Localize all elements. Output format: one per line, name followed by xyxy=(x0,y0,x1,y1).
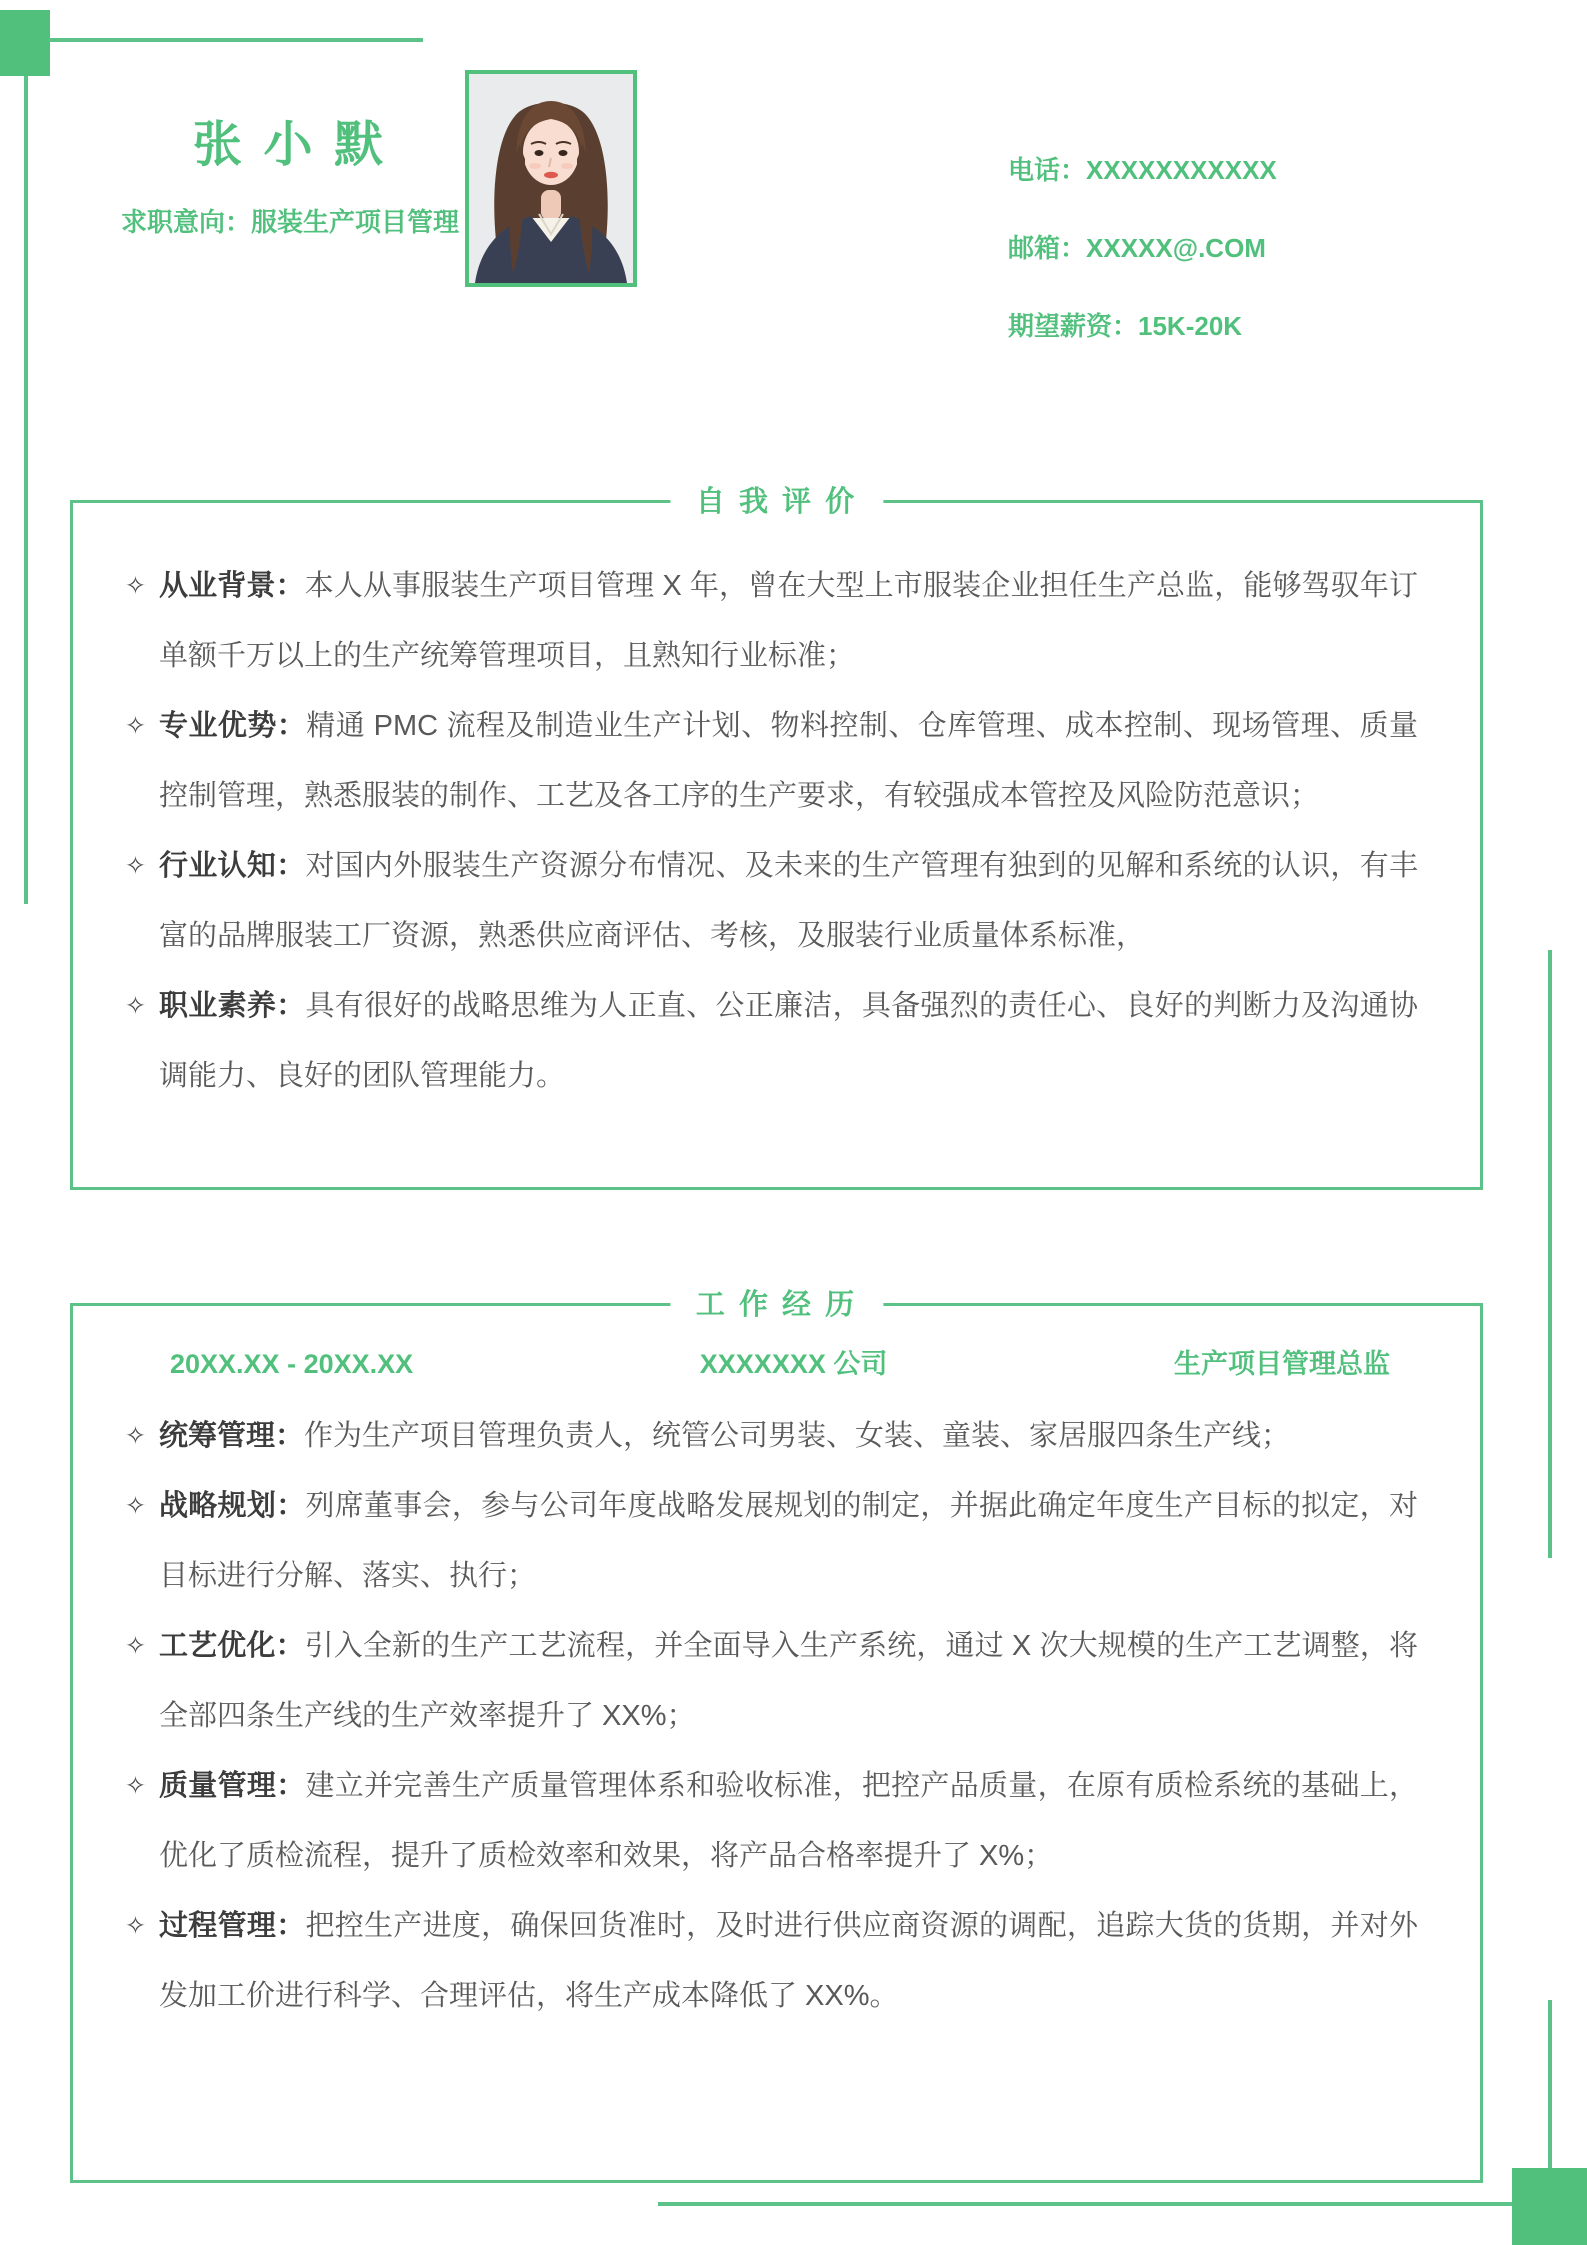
list-item-text: 工艺优化：引入全新的生产工艺流程，并全面导入生产系统，通过 X 次大规模的生产工艺调整，将全部四条生产线的生产效率提升了 XX%； xyxy=(159,1630,1418,1732)
star-bullet-icon: ✧ xyxy=(125,712,146,740)
top-horizontal-line xyxy=(49,38,423,42)
job-position: 生产项目管理总监 xyxy=(1174,1349,1390,1379)
profile-photo-illustration xyxy=(469,74,633,283)
contact-salary xyxy=(1008,310,1277,343)
bottom-horizontal-line xyxy=(658,2202,1512,2206)
list-item xyxy=(125,971,1418,1111)
list-item xyxy=(125,1471,1418,1611)
section-self-evaluation xyxy=(70,486,1483,1190)
salary-value: 15K-20K xyxy=(1138,311,1243,341)
list-item xyxy=(125,1611,1418,1751)
phone-label: 电话： xyxy=(1008,155,1087,185)
email-label: 邮箱： xyxy=(1008,233,1087,263)
section-title-self-evaluation: 自 我 评 价 xyxy=(670,480,883,524)
star-bullet-icon: ✧ xyxy=(125,852,146,880)
list-item xyxy=(125,691,1418,831)
star-bullet-icon: ✧ xyxy=(125,1912,146,1940)
job-company: XXXXXXX 公司 xyxy=(699,1349,888,1379)
work-experience-list xyxy=(73,1381,1480,2031)
list-item-text: 专业优势：精通 PMC 流程及制造业生产计划、物料控制、仓库管理、成本控制、现场管理、质量控制管理，熟悉服装的制作、工艺及各工序的生产要求，有较强成本管控及风险防范意识； xyxy=(159,710,1418,812)
left-vertical-line xyxy=(24,76,28,904)
list-item-text: 过程管理：把控生产进度，确保回货准时，及时进行供应商资源的调配，追踪大货的货期，并对外发加工价进行科学、合理评估，将生产成本降低了 XX%。 xyxy=(159,1910,1418,2012)
list-item-text: 战略规划：列席董事会，参与公司年度战略发展规划的制定，并据此确定年度生产目标的拟定，对目标进行分解、落实、执行； xyxy=(159,1490,1418,1592)
star-bullet-icon: ✧ xyxy=(125,1422,146,1450)
job-intent: 求职意向：服装生产项目管理 xyxy=(120,207,459,237)
star-bullet-icon: ✧ xyxy=(125,992,146,1020)
section-work-experience xyxy=(70,1289,1483,2183)
corner-square-top-left xyxy=(0,10,50,76)
list-item xyxy=(125,1891,1418,2031)
right-vertical-line xyxy=(1548,950,1552,1558)
list-item xyxy=(125,551,1418,691)
self-evaluation-list xyxy=(73,503,1480,1111)
list-item-text: 职业素养：具有很好的战略思维为人正直、公正廉洁，具备强烈的责任心、良好的判断力及沟通协调能力、良好的团队管理能力。 xyxy=(159,990,1418,1092)
section-title-work-experience: 工 作 经 历 xyxy=(670,1283,883,1327)
list-item xyxy=(125,1401,1418,1471)
contact-email xyxy=(1008,232,1277,265)
star-bullet-icon: ✧ xyxy=(125,1632,146,1660)
salary-label: 期望薪资： xyxy=(1008,311,1139,341)
contact-info xyxy=(1008,154,1277,388)
list-item-text: 行业认知：对国内外服装生产资源分布情况、及未来的生产管理有独到的见解和系统的认识，有丰富的品牌服装工厂资源，熟悉供应商评估、考核，及服装行业质量体系标准， xyxy=(159,850,1418,952)
list-item-text: 从业背景：本人从事服装生产项目管理 X 年，曾在大型上市服装企业担任生产总监，能够驾驭年订单额千万以上的生产统筹管理项目，且熟知行业标准； xyxy=(159,570,1418,672)
candidate-name: 张 小 默 xyxy=(192,118,388,172)
profile-photo-frame xyxy=(465,70,637,287)
phone-value: XXXXXXXXXXX xyxy=(1086,155,1277,185)
star-bullet-icon: ✧ xyxy=(125,1772,146,1800)
list-item-text: 质量管理：建立并完善生产质量管理体系和验收标准，把控产品质量，在原有质检系统的基础上，优化了质检流程，提升了质检效率和效果，将产品合格率提升了 X%； xyxy=(159,1770,1418,1872)
star-bullet-icon: ✧ xyxy=(125,1492,146,1520)
list-item xyxy=(125,831,1418,971)
email-value: XXXXX@.COM xyxy=(1086,233,1266,263)
job-period: 20XX.XX - 20XX.XX xyxy=(170,1349,414,1379)
corner-square-bottom-right xyxy=(1512,2168,1587,2245)
contact-phone xyxy=(1008,154,1277,187)
bottom-right-vertical-line xyxy=(1548,2000,1552,2168)
list-item xyxy=(125,1751,1418,1891)
list-item-text: 统筹管理：作为生产项目管理负责人，统管公司男装、女装、童装、家居服四条生产线； xyxy=(159,1420,1291,1452)
star-bullet-icon: ✧ xyxy=(125,572,146,600)
